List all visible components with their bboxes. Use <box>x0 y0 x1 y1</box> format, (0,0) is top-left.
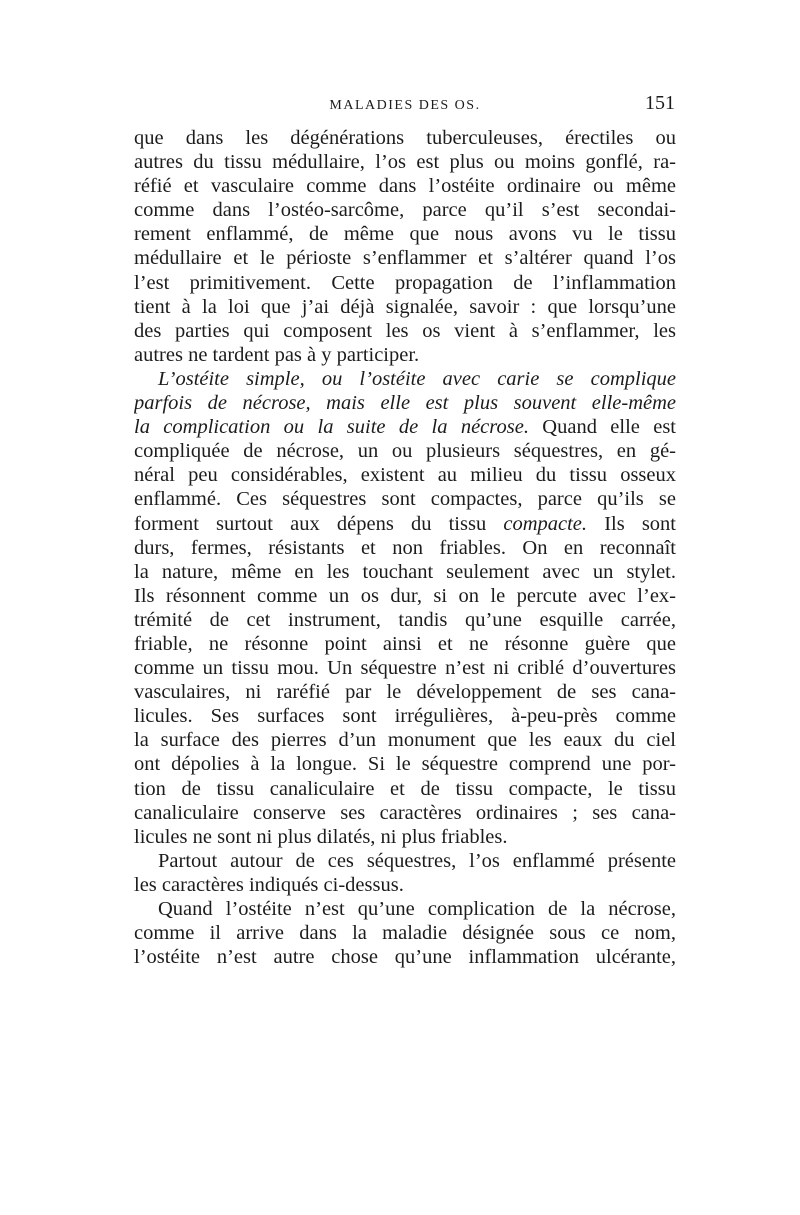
text-line: canaliculaire conserve ses caractères ordinaires ; ses cana- <box>134 801 676 824</box>
text-line: l’ostéite n’est autre chose qu’une inflammation ulcérante, <box>134 946 676 969</box>
roman-segment: Ils sont <box>604 512 676 535</box>
text-line: rement enflammé, de même que nous avons vu le tissu <box>134 223 676 246</box>
text-line: vasculaires, ni raréfié par le développement de ses cana- <box>134 681 676 704</box>
body-text <box>134 126 676 969</box>
text-line-mixed <box>134 415 676 439</box>
text-line: parfois de nécrose, mais elle est plus souvent elle-même <box>134 392 676 415</box>
text-line: licules ne sont ni plus dilatés, ni plus friables. <box>134 825 508 848</box>
text-line: tion de tissu canaliculaire et de tissu compacte, le tissu <box>134 777 676 800</box>
page-header <box>135 92 675 116</box>
text-line: autres du tissu médullaire, l’os est plus ou moins gonflé, ra- <box>134 151 676 174</box>
text-line: Quand l’ostéite n’est qu’une complication de la nécrose, <box>158 898 676 920</box>
text-line: médullaire et le périoste s’enflammer et s’altérer quand l’os <box>134 247 676 270</box>
text-line: autres ne tardent pas à y participer. <box>134 343 420 366</box>
text-line: durs, fermes, résistants et non friables. On en reconnaît <box>134 536 676 559</box>
roman-segment: Quand elle est <box>542 416 676 439</box>
text-line: tient à la loi que j’ai déjà signalée, savoir : que lorsqu’une <box>134 295 676 318</box>
text-line: L’ostéite simple, ou l’ostéite avec carie se complique <box>158 367 676 390</box>
text-line: des parties qui composent les os vient à s’enflammer, les <box>134 319 676 342</box>
page-number: 151 <box>645 92 675 114</box>
text-line: Partout autour de ces séquestres, l’os enflammé présente <box>158 849 676 872</box>
text-line: la surface des pierres d’un monument que les eaux du ciel <box>134 729 676 752</box>
text-line: la nature, même en les touchant seulement avec un stylet. <box>134 560 676 583</box>
italic-segment: compacte. <box>503 512 588 535</box>
text-line: Ils résonnent comme un os dur, si on le percute avec l’ex- <box>134 584 676 607</box>
text-line: néral peu considérables, existent au milieu du tissu osseux <box>134 464 676 487</box>
text-line: enflammé. Ces séquestres sont compactes, parce qu’ils se <box>134 488 676 511</box>
text-line-mixed <box>134 512 676 536</box>
text-line: friable, ne résonne point ainsi et ne résonne guère que <box>134 632 676 655</box>
roman-segment: forment surtout aux dépens du tissu <box>134 512 487 535</box>
text-line: comme dans l’ostéo-sarcôme, parce qu’il s’est secondai- <box>134 199 676 222</box>
running-head: MALADIES DES OS. <box>329 98 481 113</box>
text-line: ont dépolies à la longue. Si le séquestre comprend une por- <box>134 753 676 776</box>
text-line: compliquée de nécrose, un ou plusieurs séquestres, en gé- <box>134 440 676 463</box>
text-line: réfié et vasculaire comme dans l’ostéite ordinaire ou même <box>134 175 676 198</box>
text-line: trémité de cet instrument, tandis qu’une esquille carrée, <box>134 608 676 631</box>
text-line: l’est primitivement. Cette propagation de l’inflammation <box>134 271 676 294</box>
text-line: comme il arrive dans la maladie désignée sous ce nom, <box>134 922 676 945</box>
text-line: comme un tissu mou. Un séquestre n’est ni criblé d’ouvertures <box>134 657 676 680</box>
text-line: les caractères indiqués ci-dessus. <box>134 873 404 896</box>
italic-segment: la complication ou la suite de la nécrose. <box>134 416 529 439</box>
text-line: licules. Ses surfaces sont irrégulières, à-peu-près comme <box>134 705 676 728</box>
text-line: que dans les dégénérations tuberculeuses, érectiles ou <box>134 127 676 149</box>
